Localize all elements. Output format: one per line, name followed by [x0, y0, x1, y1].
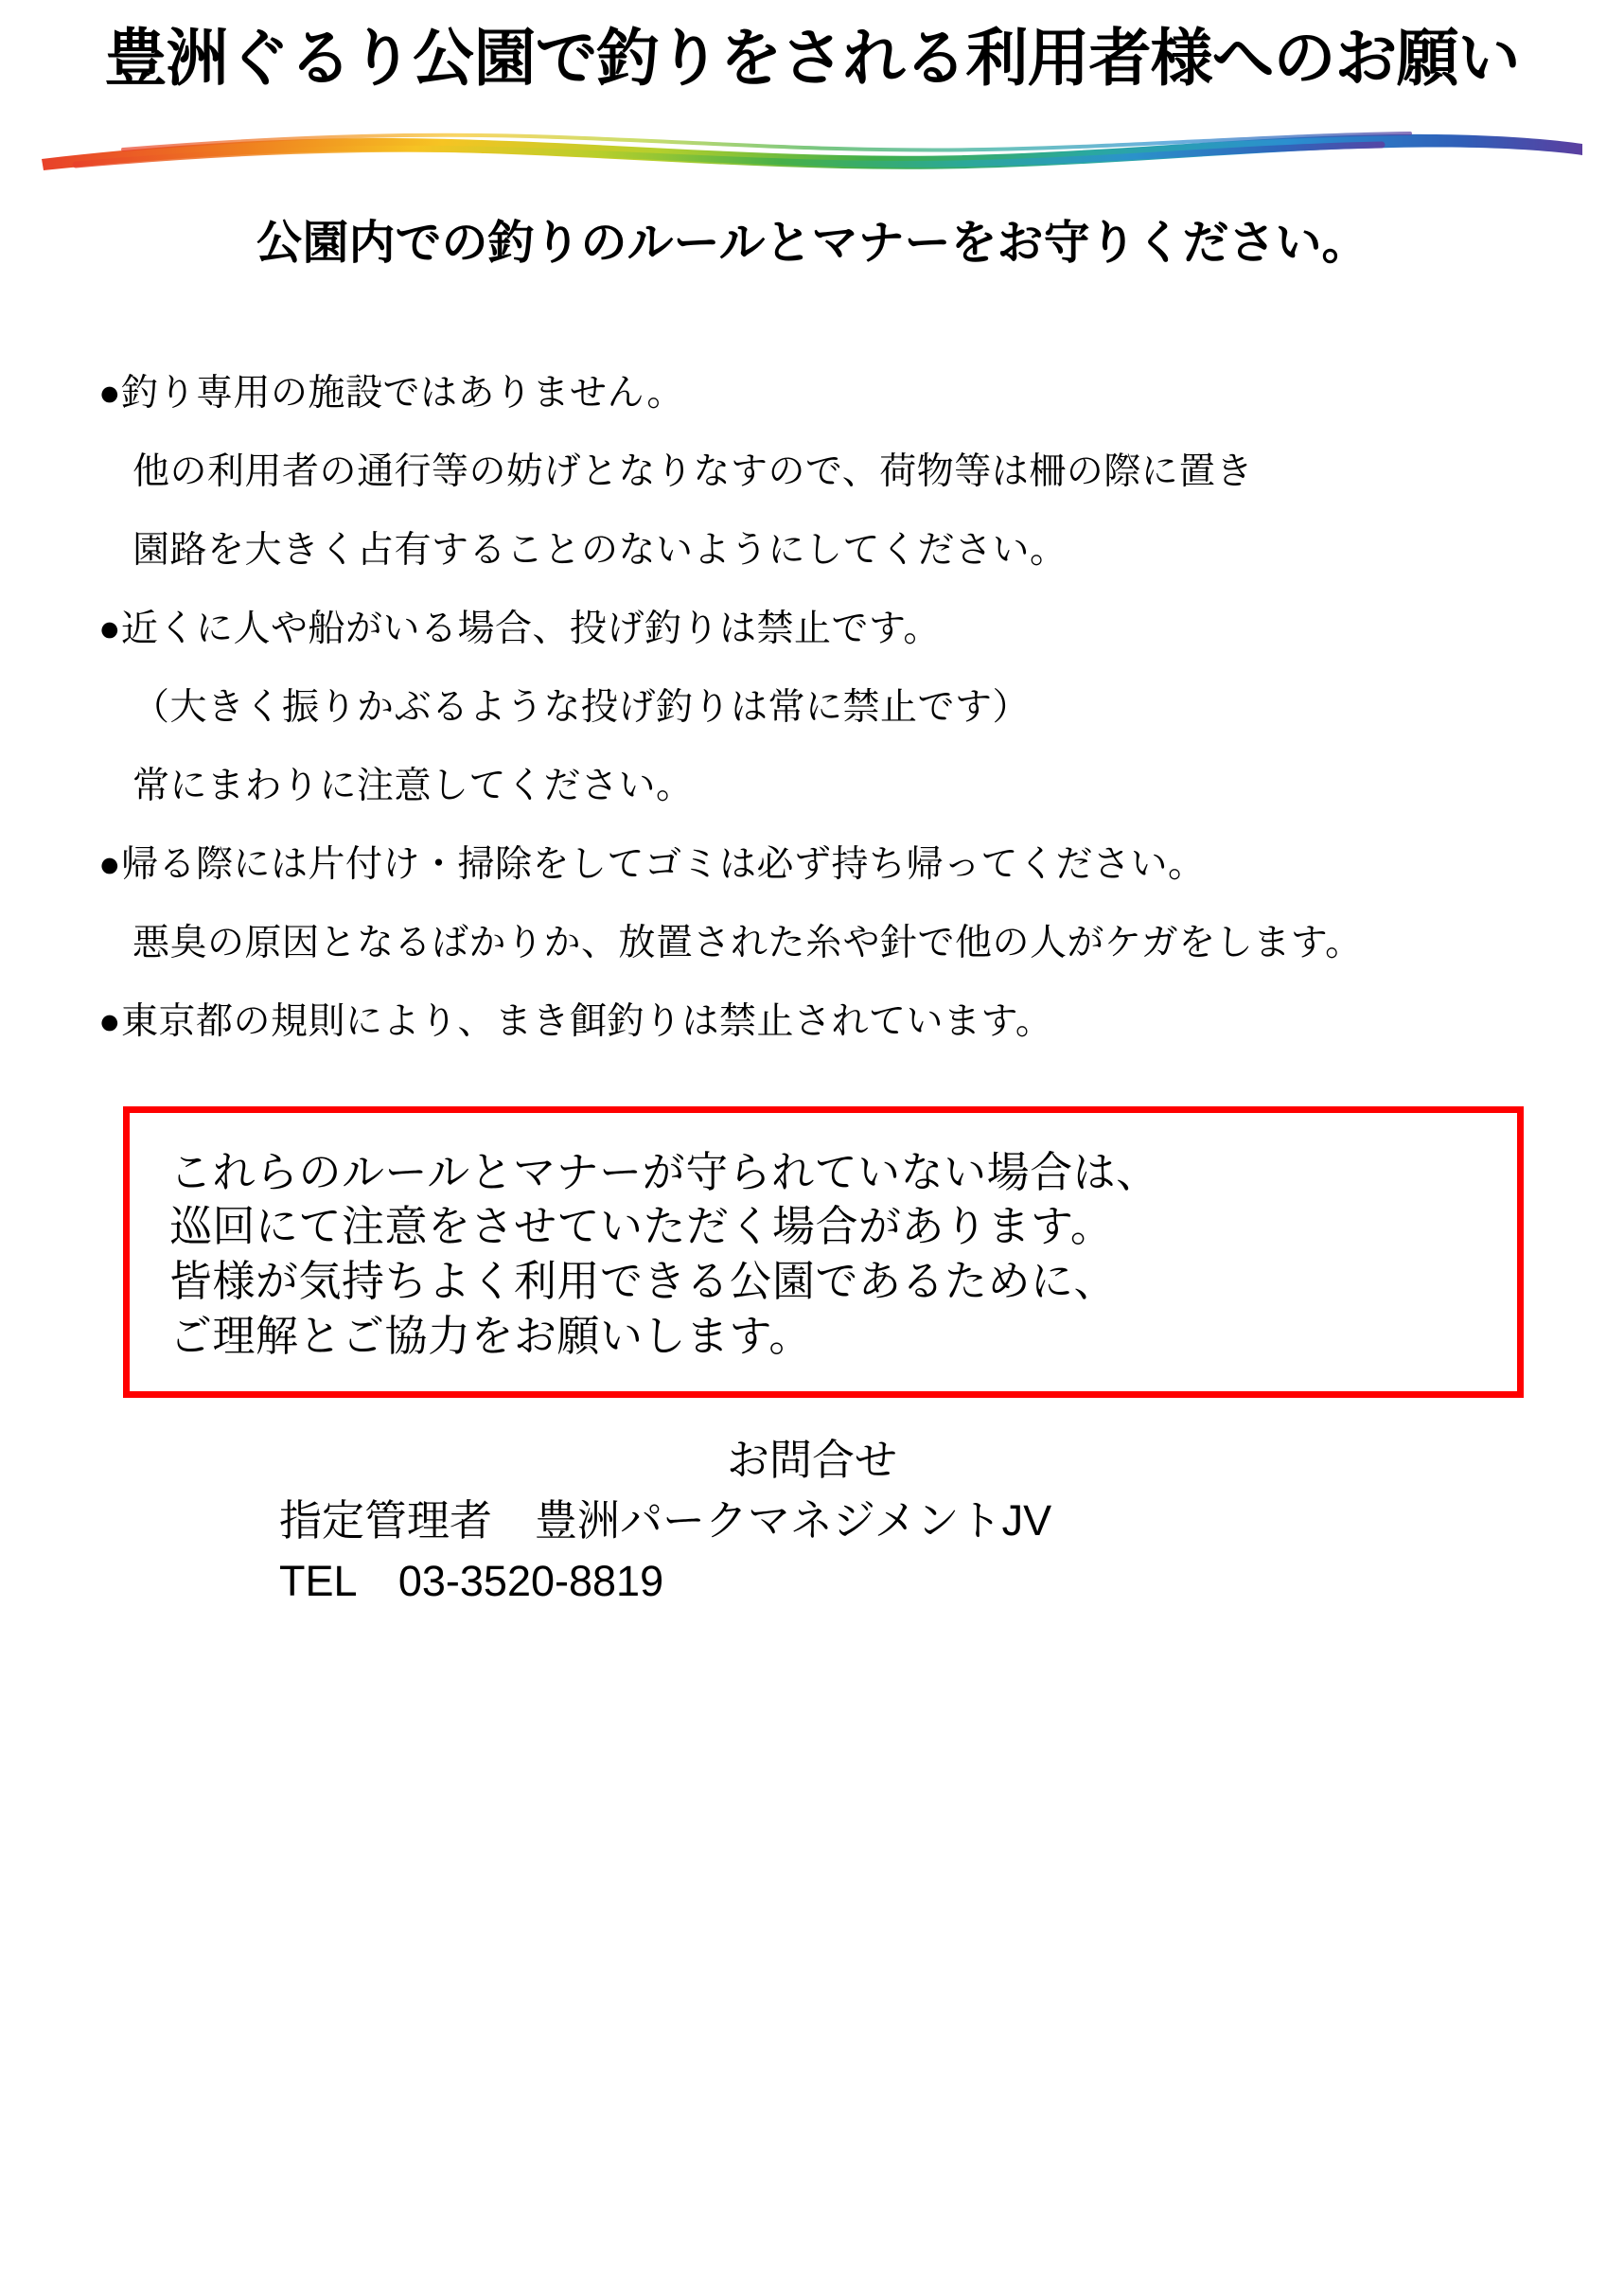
rules-list [38, 372, 1586, 1042]
rule-line: 悪臭の原因となるばかりか、放置された糸や針で他の人がケガをします。 [132, 922, 1363, 963]
rule-line: 常にまわりに注意してください。 [132, 765, 694, 806]
rule-line: ●近くに人や船がいる場合、投げ釣りは禁止です。 [98, 608, 941, 649]
contact-block [38, 1430, 1586, 1612]
contact-heading: お問合せ [726, 1436, 897, 1485]
subtitle: 公園内での釣りのルールとマナーをお守りください。 [256, 217, 1368, 269]
rule-line: ●釣り専用の施設ではありません。 [98, 372, 684, 414]
notice-line: 皆様が気持ちよく利用できる公園であるために、 [169, 1257, 1118, 1306]
contact-tel: TEL 03-3520-8819 [279, 1557, 664, 1606]
notice-line: これらのルールとマナーが守られていない場合は、 [169, 1147, 1159, 1196]
rule-line: ●東京都の規則により、まき餌釣りは禁止されています。 [98, 1000, 1053, 1042]
rule-line: 園路を大きく占有することのないようにしてください。 [132, 529, 1068, 571]
notice-box [123, 1106, 1524, 1398]
notice-line: ご理解とご協力をお願いします。 [169, 1311, 812, 1360]
contact-manager: 指定管理者 豊洲パークマネジメントJV [279, 1496, 1052, 1545]
page-title: 豊洲ぐるり公園で釣りをされる利用者様へのお願い [104, 23, 1520, 93]
rainbow-brush-divider [38, 127, 1586, 180]
notice-line: 巡回にて注意をさせていただく場合があります。 [169, 1202, 1114, 1251]
rainbow-brush-icon [38, 127, 1586, 180]
rule-line: ●帰る際には片付け・掃除をしてゴミは必ず持ち帰ってください。 [98, 843, 1206, 885]
rule-line: （大きく振りかぶるような投げ釣りは常に禁止です） [132, 686, 1031, 728]
poster-page [0, 23, 1624, 2296]
rule-line: 他の利用者の通行等の妨げとなりなすので、荷物等は柵の際に置き [132, 450, 1254, 492]
